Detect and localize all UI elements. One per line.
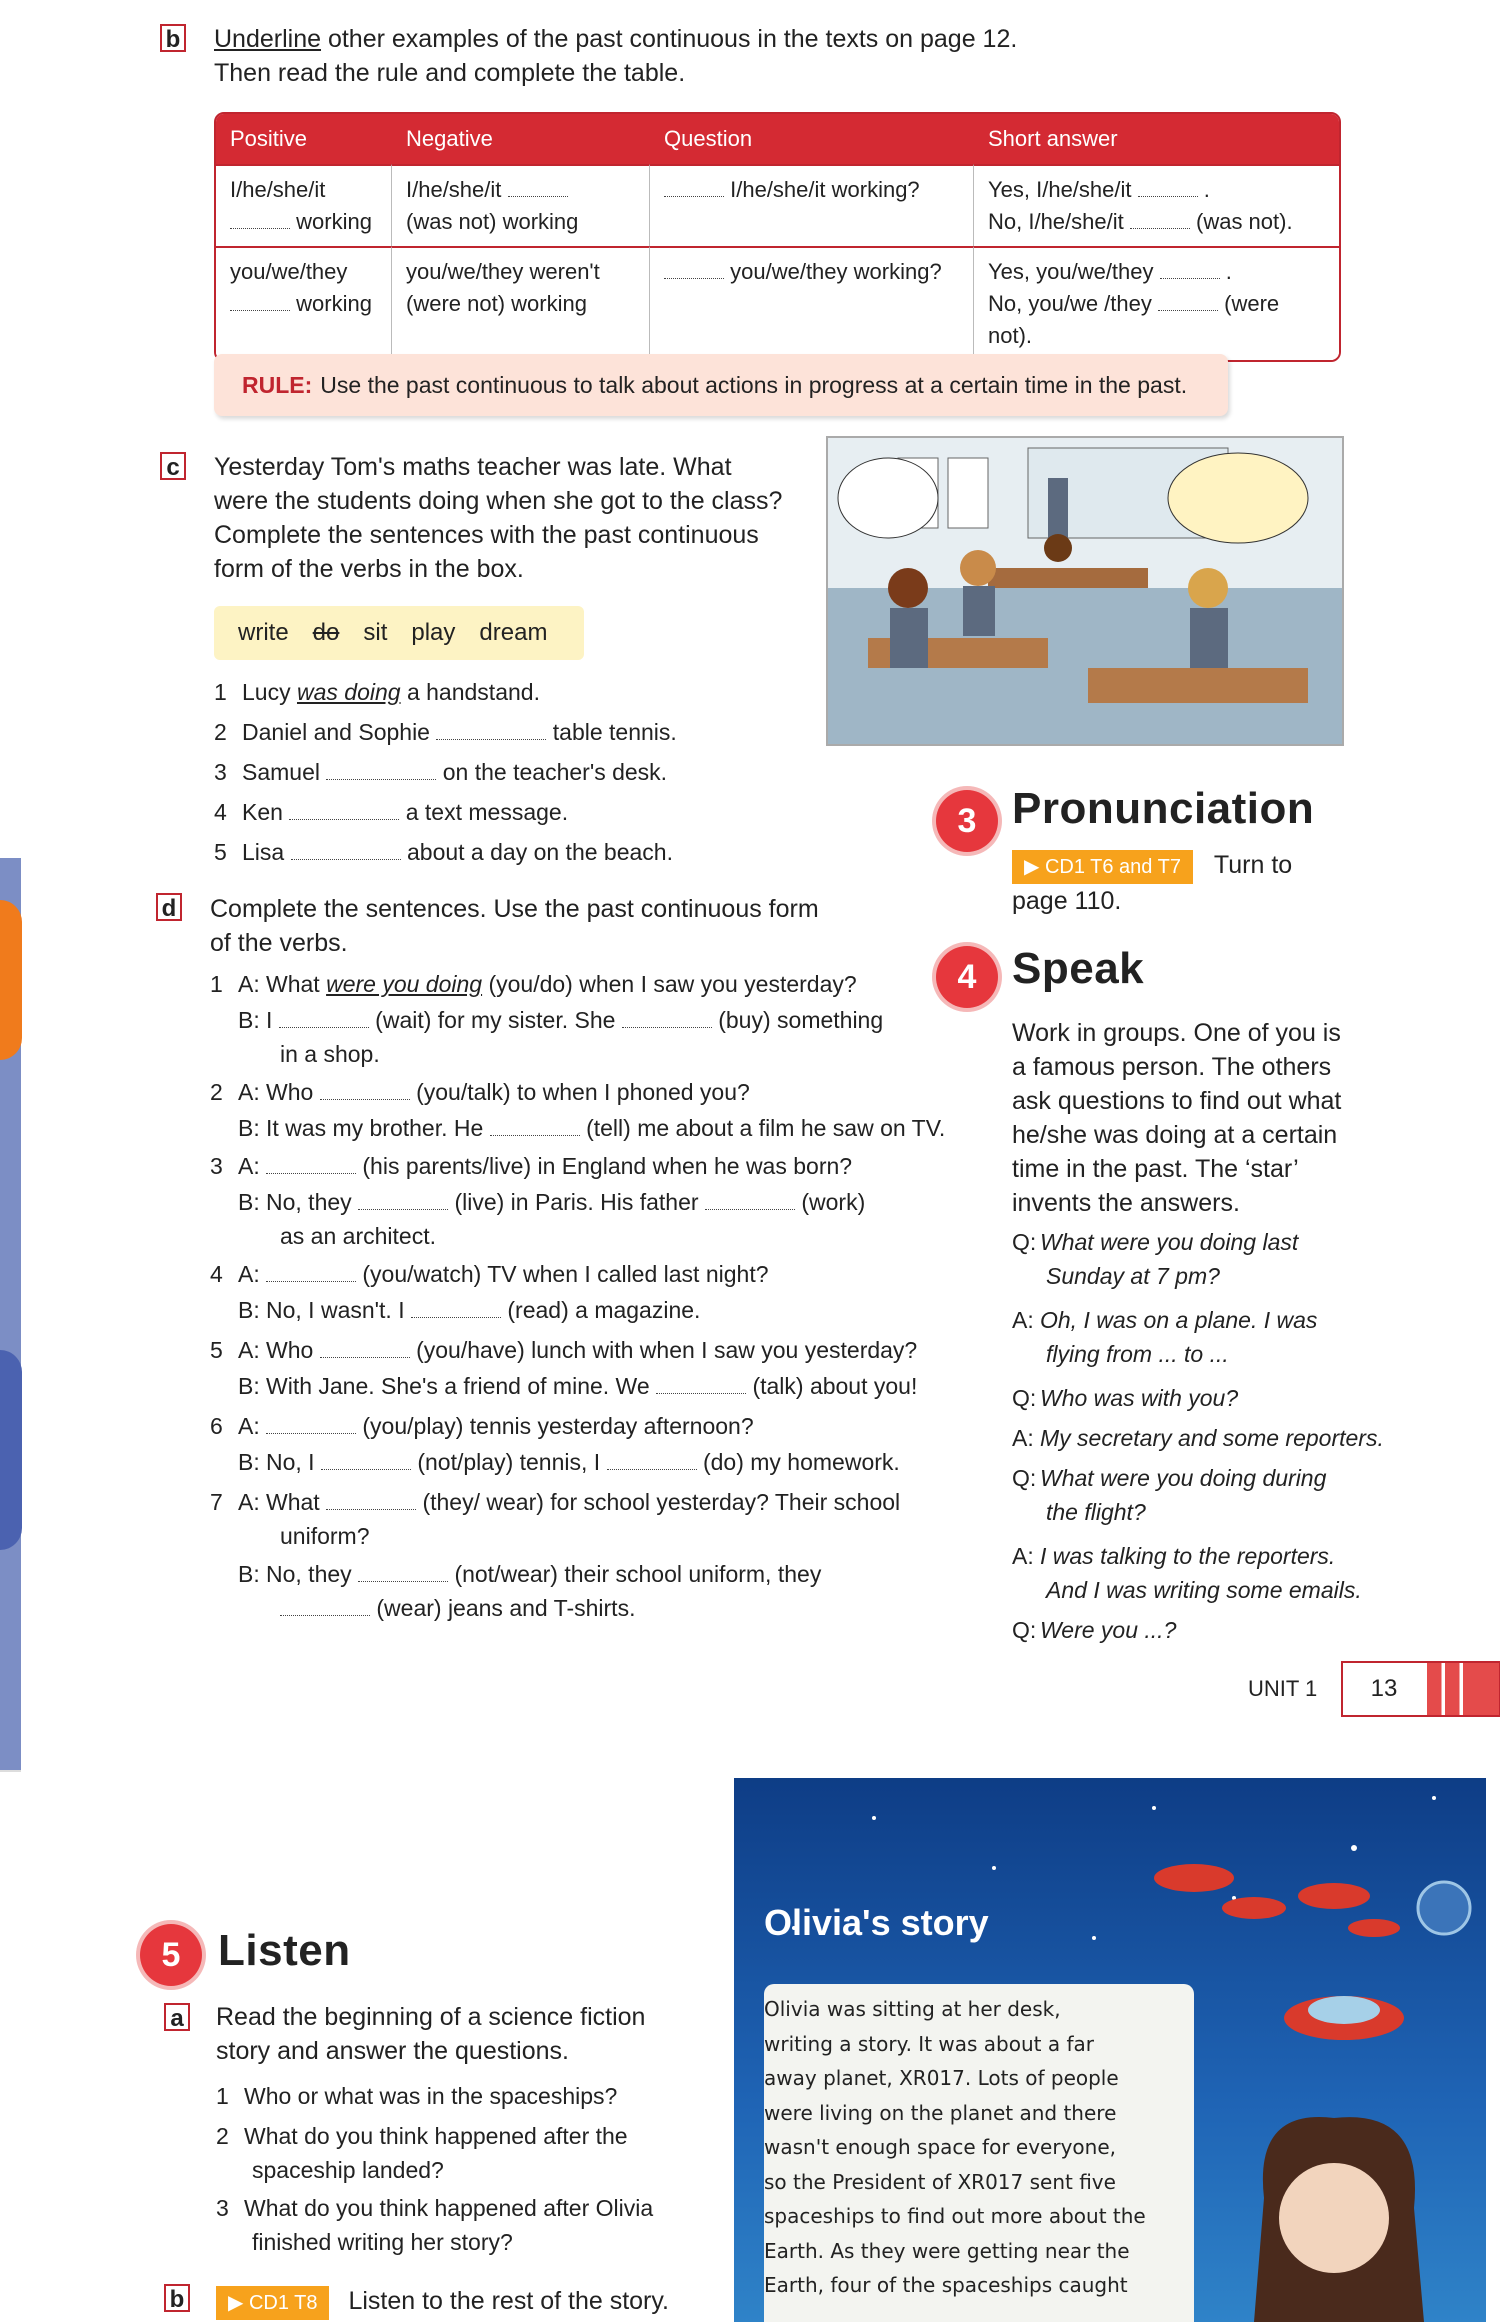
listen-b-instructions: ▶ CD1 T8 Listen to the rest of the story. (216, 2284, 736, 2320)
dialogue-line: A: I was talking to the reporters. (1012, 1543, 1336, 1569)
earth-icon (1418, 1882, 1470, 1934)
dialogue-line: the flight? (1046, 1499, 1146, 1525)
section-number-4: 4 (936, 946, 998, 1008)
verb-dream: dream (479, 619, 548, 646)
section-letter-b2: b (164, 2284, 190, 2312)
cell-negative: I/he/she/it (was not) working (392, 164, 650, 246)
list-item: 1 Lucy was doing a handstand. (214, 679, 540, 705)
answer-blank[interactable] (320, 1079, 410, 1100)
dialogue-line: Q: Were you ...? (1012, 1617, 1177, 1643)
answer-blank[interactable] (358, 1561, 448, 1582)
list-item: 3 Samuel on the teacher's desk. (214, 759, 668, 785)
list-item: 1 Who or what was in the spaceships? (216, 2083, 618, 2109)
answer-blank[interactable] (326, 1489, 416, 1510)
dialogue-line: Sunday at 7 pm? (1046, 1263, 1220, 1289)
section-number-3: 3 (936, 790, 998, 852)
answer-blank[interactable] (622, 1007, 712, 1028)
list-item: 4 Ken a text message. (214, 799, 569, 825)
list-item: 7 A: What (they/ wear) for school yesterday? Their school (210, 1489, 901, 1515)
pronunciation-instruction: ▶ CD1 T6 and T7 Turn to page 110. (1012, 851, 1293, 915)
speak-instructions: Work in groups. One of you is a famous person. The others ask questions to find out what he/she was doing at a certain time in the past. The ‘star’ invents the answers. (1012, 1019, 1342, 1217)
answer-blank[interactable] (436, 719, 546, 740)
answer-blank[interactable] (266, 1261, 356, 1282)
verb-play: play (411, 619, 456, 646)
answer-blank[interactable] (705, 1189, 795, 1210)
answer-blank[interactable] (289, 799, 399, 820)
dialogue-line: Q: What were you doing during (1012, 1465, 1327, 1491)
table-row (216, 164, 1339, 246)
spaceship-icon (1348, 1919, 1400, 1937)
dialogue-line: A: My secretary and some reporters. (1012, 1425, 1384, 1451)
answer-blank[interactable] (508, 176, 568, 197)
list-item: finished writing her story? (252, 2229, 513, 2255)
section-b-instructions: Underline other examples of the past continuous in the texts on page 12. Then read the rule and complete the table. (214, 25, 1018, 87)
past-continuous-table (214, 112, 1341, 362)
section-letter-d: d (156, 893, 182, 921)
list-item: B: I (wait) for my sister. She (buy) something (238, 1007, 884, 1033)
cell-question: you/we/they working? (650, 246, 974, 360)
answer-blank[interactable] (320, 1337, 410, 1358)
spaceship-icon (1154, 1864, 1234, 1892)
dialogue-line: A: Oh, I was on a plane. I was (1012, 1307, 1318, 1333)
answer-blank[interactable] (656, 1373, 746, 1394)
answer-blank[interactable] (230, 290, 290, 311)
list-item: B: No, I wasn't. I (read) a magazine. (238, 1297, 701, 1323)
list-item: as an architect. (280, 1223, 436, 1249)
answer-blank[interactable] (358, 1189, 448, 1210)
section-b-header (160, 24, 186, 52)
list-item: 5 Lisa about a day on the beach. (214, 839, 673, 865)
section-a-letter-wrap (164, 2003, 190, 2031)
verb-sit: sit (363, 619, 388, 646)
answer-blank[interactable] (230, 208, 290, 229)
list-item: 6 A: (you/play) tennis yesterday afternoon? (210, 1413, 754, 1439)
rule-text: Use the past continuous to talk about actions in progress at a certain time in the past. (320, 371, 1188, 398)
section-letter-c: c (160, 452, 186, 480)
story-body: Olivia was sitting at her desk, writing a story. It was about a far away planet, XR017. Lots of people were living on the planet and there wasn't enough space for everyone, so the President of XR017 sent five spaceships to find out more about the Earth. As they were getting near the Earth, four of the spaceships caught (764, 1997, 1146, 2297)
spaceship-icon (1298, 1883, 1370, 1909)
section-number-5: 5 (140, 1924, 202, 1986)
answer-blank[interactable] (607, 1449, 697, 1470)
answer-blank[interactable] (1158, 290, 1218, 311)
header-negative: Negative (392, 114, 650, 164)
list-item: 3 What do you think happened after Olivia (216, 2195, 654, 2221)
answer-blank[interactable] (664, 176, 724, 197)
list-item: B: With Jane. She's a friend of mine. We (talk) about you! (238, 1373, 918, 1399)
list-item: 1 A: What were you doing (you/do) when I saw you yesterday? (210, 971, 857, 997)
section-c-instructions: Yesterday Tom's maths teacher was late. What were the students doing when she got to the class? Complete the sentences with the past continuous form of the verbs in the box. (214, 453, 783, 583)
table-row (216, 246, 1339, 360)
dialogue-line: Q: What were you doing last (1012, 1229, 1299, 1255)
verb-write: write (238, 619, 289, 646)
unit-label: UNIT 1 (1248, 1676, 1318, 1701)
cell-negative: you/we/they weren't (were not) working (392, 246, 650, 360)
example-answer: was doing (296, 679, 401, 705)
list-item: uniform? (280, 1523, 370, 1549)
answer-blank[interactable] (291, 839, 401, 860)
exercise-c-list (214, 676, 814, 876)
underline-word: Underline (214, 25, 322, 53)
answer-blank[interactable] (1130, 208, 1190, 229)
rule-box (214, 354, 1228, 416)
exercise-d-list (210, 968, 970, 1626)
page-divider (0, 1770, 21, 1772)
page-edge-tab-orange (0, 900, 22, 1060)
list-item: B: No, I (not/play) tennis, I (do) my homework. (238, 1449, 900, 1475)
list-item: 4 A: (you/watch) TV when I called last night? (210, 1261, 769, 1287)
answer-blank[interactable] (266, 1153, 356, 1174)
cell-positive: I/he/she/it working (216, 164, 392, 246)
listen-heading: Listen (218, 1926, 351, 1975)
page-number: 13 (1341, 1661, 1429, 1717)
list-item: 3 A: (his parents/live) in England when he was born? (210, 1153, 853, 1179)
verb-do: do (312, 619, 340, 646)
story-panel (734, 1778, 1486, 2322)
answer-blank[interactable] (1160, 258, 1220, 279)
list-item: 2 A: Who (you/talk) to when I phoned you? (210, 1079, 750, 1105)
answer-blank[interactable] (266, 1413, 356, 1434)
dialogue-line: flying from ... to ... (1046, 1341, 1229, 1367)
pronunciation-heading: Pronunciation (1012, 784, 1315, 833)
cell-question: I/he/she/it working? (650, 164, 974, 246)
list-item: B: It was my brother. He (tell) me about a film he saw on TV. (238, 1115, 946, 1141)
list-item: 2 Daniel and Sophie table tennis. (214, 719, 677, 745)
answer-blank[interactable] (279, 1007, 369, 1028)
dialogue-line: Q: Who was with you? (1012, 1385, 1239, 1411)
header-short-answer: Short answer (974, 114, 1339, 164)
cd-track-badge-2[interactable]: ▶ CD1 T8 (216, 2286, 329, 2320)
spaceship-icon (1222, 1897, 1286, 1919)
header-positive: Positive (216, 114, 392, 164)
list-item: in a shop. (280, 1041, 380, 1067)
listen-questions (216, 2080, 736, 2260)
header-question: Question (650, 114, 974, 164)
story-title: Olivia's story (764, 1902, 989, 1943)
list-item: 2 What do you think happened after the (216, 2123, 628, 2149)
cell-positive: you/we/they working (216, 246, 392, 360)
section-b2-letter-wrap (164, 2284, 190, 2312)
answer-blank[interactable] (321, 1449, 411, 1470)
verb-box (214, 606, 584, 660)
answer-blank[interactable] (490, 1115, 580, 1136)
cell-short-answer: Yes, I/he/she/it . No, I/he/she/it (was not). (974, 164, 1339, 246)
rule-label: RULE: (242, 371, 313, 398)
answer-blank[interactable] (1138, 176, 1198, 197)
answer-blank[interactable] (326, 759, 436, 780)
section-letter-a: a (164, 2003, 190, 2031)
answer-blank[interactable] (280, 1595, 370, 1616)
answer-blank[interactable] (664, 258, 724, 279)
listen-a-instructions: Read the beginning of a science fiction story and answer the questions. (216, 2003, 646, 2065)
section-c-letter-wrap (160, 452, 186, 480)
answer-blank[interactable] (411, 1297, 501, 1318)
section-letter-b: b (160, 24, 186, 52)
section-d-instructions: Complete the sentences. Use the past continuous form of the verbs. (210, 895, 819, 957)
classroom-illustration (826, 436, 1344, 746)
list-item: 5 A: Who (you/have) lunch with when I saw you yesterday? (210, 1337, 918, 1363)
cell-short-answer: Yes, you/we/they . No, you/we /they (were not). (974, 246, 1339, 360)
example-answer: were you doing (326, 971, 483, 997)
list-item: spaceship landed? (252, 2157, 444, 2183)
speak-heading: Speak (1012, 944, 1145, 993)
speak-dialogue (1012, 1226, 1492, 1648)
list-item: (wear) jeans and T-shirts. (210, 1592, 970, 1626)
cd-track-badge[interactable]: ▶ CD1 T6 and T7 (1012, 850, 1193, 884)
list-item: B: No, they (not/wear) their school uniform, they (238, 1561, 822, 1587)
dialogue-line: And I was writing some emails. (1046, 1577, 1362, 1603)
list-item: B: No, they (live) in Paris. His father (work) (238, 1189, 866, 1215)
section-d-letter-wrap (156, 893, 182, 921)
page-edge-tab-blue (0, 1350, 22, 1550)
page-number-stripes (1427, 1663, 1499, 1715)
classroom-scene-image (828, 438, 1342, 744)
